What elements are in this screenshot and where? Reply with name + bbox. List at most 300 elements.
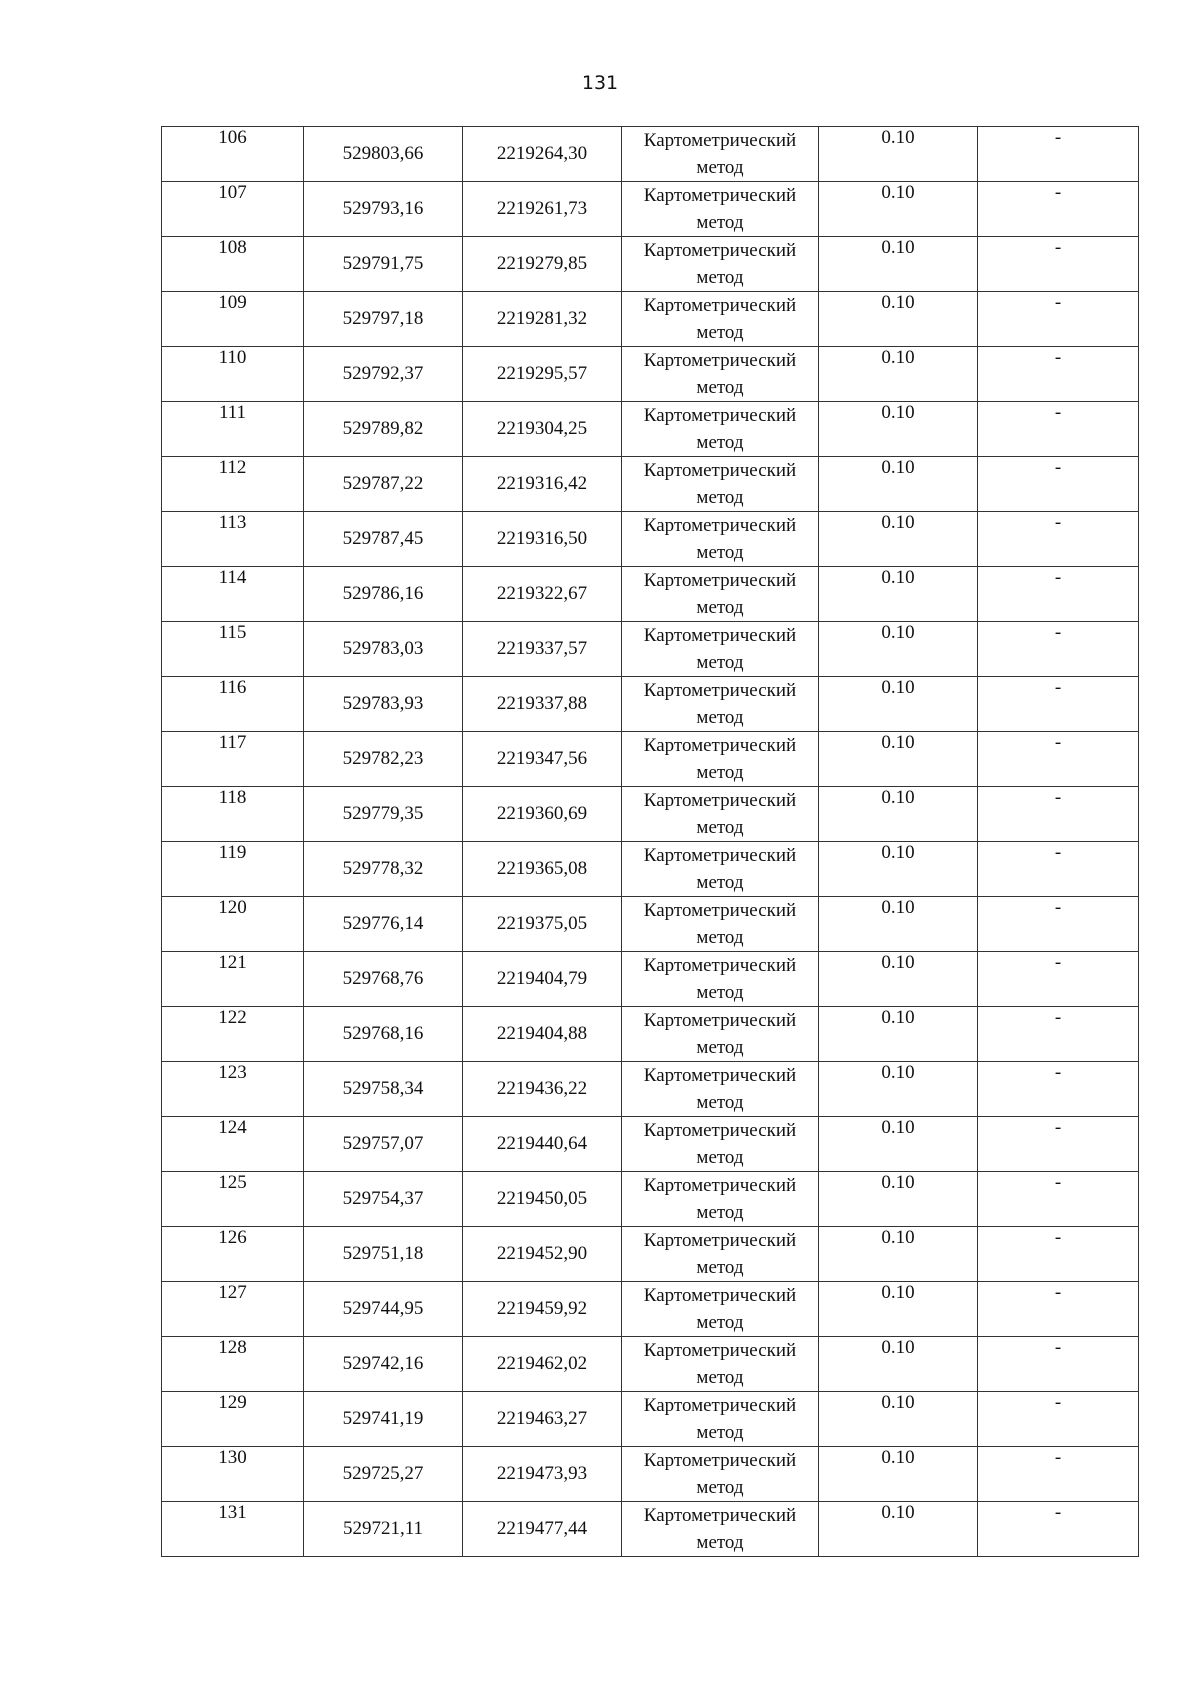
method-line-1: Картометрический xyxy=(643,680,797,701)
method-line-2: метод xyxy=(696,872,744,893)
x-coordinate-cell xyxy=(304,732,463,787)
accuracy-value: 0.10 xyxy=(881,237,915,258)
point-number: 127 xyxy=(218,1282,247,1303)
accuracy-value: 0.10 xyxy=(881,1172,915,1193)
x-coordinate-cell xyxy=(304,1172,463,1227)
method-line-1: Картометрический xyxy=(643,350,797,371)
point-number: 130 xyxy=(218,1447,247,1468)
table-row xyxy=(162,1007,1139,1062)
point-number-cell xyxy=(162,237,304,292)
table-row xyxy=(162,952,1139,1007)
point-number: 106 xyxy=(218,127,247,148)
y-coordinate: 2219360,69 xyxy=(496,803,588,824)
accuracy-value: 0.10 xyxy=(881,1447,915,1468)
method-cell xyxy=(622,567,819,622)
method-line-2: метод xyxy=(696,157,744,178)
method-line-1: Картометрический xyxy=(643,1505,797,1526)
note-value: - xyxy=(1054,1337,1062,1358)
y-coordinate-cell xyxy=(463,952,622,1007)
accuracy-value: 0.10 xyxy=(881,1117,915,1138)
note-value: - xyxy=(1054,237,1062,258)
note-cell xyxy=(978,677,1139,732)
accuracy-cell xyxy=(819,787,978,842)
y-coordinate: 2219404,79 xyxy=(496,968,588,989)
y-coordinate-cell xyxy=(463,1502,622,1557)
y-coordinate-cell xyxy=(463,237,622,292)
y-coordinate-cell xyxy=(463,1392,622,1447)
accuracy-value: 0.10 xyxy=(881,1502,915,1523)
point-number-cell xyxy=(162,567,304,622)
method-line-2: метод xyxy=(696,597,744,618)
method-line-1: Картометрический xyxy=(643,900,797,921)
table-row xyxy=(162,677,1139,732)
x-coordinate-cell xyxy=(304,347,463,402)
x-coordinate: 529776,14 xyxy=(342,913,424,934)
accuracy-value: 0.10 xyxy=(881,512,915,533)
x-coordinate: 529787,22 xyxy=(342,473,424,494)
coordinates-table xyxy=(161,126,1139,1557)
accuracy-value: 0.10 xyxy=(881,457,915,478)
method-line-1: Картометрический xyxy=(643,460,797,481)
x-coordinate-cell xyxy=(304,1227,463,1282)
note-cell xyxy=(978,457,1139,512)
table-row xyxy=(162,1227,1139,1282)
y-coordinate-cell xyxy=(463,732,622,787)
x-coordinate: 529783,03 xyxy=(342,638,424,659)
accuracy-cell xyxy=(819,1172,978,1227)
y-coordinate: 2219440,64 xyxy=(496,1133,588,1154)
x-coordinate: 529787,45 xyxy=(342,528,424,549)
method-line-2: метод xyxy=(696,267,744,288)
note-value: - xyxy=(1054,402,1062,423)
method-line-1: Картометрический xyxy=(643,1120,797,1141)
method-line-1: Картометрический xyxy=(643,515,797,536)
x-coordinate-cell xyxy=(304,787,463,842)
x-coordinate: 529778,32 xyxy=(342,858,424,879)
table-row xyxy=(162,842,1139,897)
method-cell xyxy=(622,897,819,952)
note-cell xyxy=(978,732,1139,787)
point-number-cell xyxy=(162,622,304,677)
y-coordinate-cell xyxy=(463,402,622,457)
accuracy-cell xyxy=(819,897,978,952)
method-cell xyxy=(622,677,819,732)
y-coordinate-cell xyxy=(463,1282,622,1337)
table-row xyxy=(162,457,1139,512)
y-coordinate-cell xyxy=(463,1062,622,1117)
y-coordinate: 2219337,88 xyxy=(496,693,588,714)
point-number-cell xyxy=(162,457,304,512)
accuracy-cell xyxy=(819,677,978,732)
method-line-1: Картометрический xyxy=(643,1065,797,1086)
y-coordinate: 2219347,56 xyxy=(496,748,588,769)
point-number-cell xyxy=(162,512,304,567)
method-cell xyxy=(622,1007,819,1062)
note-cell xyxy=(978,842,1139,897)
x-coordinate-cell xyxy=(304,1117,463,1172)
table-row xyxy=(162,567,1139,622)
accuracy-value: 0.10 xyxy=(881,952,915,973)
method-line-2: метод xyxy=(696,1202,744,1223)
accuracy-cell xyxy=(819,292,978,347)
method-cell xyxy=(622,952,819,1007)
point-number-cell xyxy=(162,292,304,347)
y-coordinate-cell xyxy=(463,1007,622,1062)
y-coordinate: 2219452,90 xyxy=(496,1243,588,1264)
y-coordinate: 2219477,44 xyxy=(496,1518,588,1539)
table-row xyxy=(162,1447,1139,1502)
method-line-1: Картометрический xyxy=(643,1285,797,1306)
accuracy-value: 0.10 xyxy=(881,842,915,863)
point-number-cell xyxy=(162,402,304,457)
method-cell xyxy=(622,1392,819,1447)
y-coordinate: 2219261,73 xyxy=(496,198,588,219)
accuracy-cell xyxy=(819,1062,978,1117)
x-coordinate: 529758,34 xyxy=(342,1078,424,1099)
point-number-cell xyxy=(162,842,304,897)
point-number: 113 xyxy=(218,512,247,533)
note-cell xyxy=(978,182,1139,237)
table-row xyxy=(162,512,1139,567)
accuracy-cell xyxy=(819,127,978,182)
point-number: 109 xyxy=(218,292,247,313)
method-cell xyxy=(622,512,819,567)
y-coordinate-cell xyxy=(463,897,622,952)
x-coordinate: 529779,35 xyxy=(342,803,424,824)
method-line-2: метод xyxy=(696,212,744,233)
note-value: - xyxy=(1054,512,1062,533)
accuracy-cell xyxy=(819,952,978,1007)
note-value: - xyxy=(1054,952,1062,973)
table-row xyxy=(162,1172,1139,1227)
y-coordinate: 2219365,08 xyxy=(496,858,588,879)
x-coordinate-cell xyxy=(304,127,463,182)
method-line-1: Картометрический xyxy=(643,1395,797,1416)
x-coordinate-cell xyxy=(304,1447,463,1502)
y-coordinate-cell xyxy=(463,347,622,402)
y-coordinate: 2219462,02 xyxy=(496,1353,588,1374)
point-number-cell xyxy=(162,182,304,237)
note-value: - xyxy=(1054,1172,1062,1193)
method-line-1: Картометрический xyxy=(643,240,797,261)
accuracy-value: 0.10 xyxy=(881,732,915,753)
method-line-2: метод xyxy=(696,487,744,508)
y-coordinate: 2219436,22 xyxy=(496,1078,588,1099)
accuracy-cell xyxy=(819,402,978,457)
x-coordinate: 529741,19 xyxy=(342,1408,424,1429)
point-number-cell xyxy=(162,1117,304,1172)
method-line-2: метод xyxy=(696,1477,744,1498)
table-row xyxy=(162,897,1139,952)
x-coordinate: 529725,27 xyxy=(342,1463,424,1484)
note-value: - xyxy=(1054,567,1062,588)
y-coordinate-cell xyxy=(463,127,622,182)
note-value: - xyxy=(1054,622,1062,643)
accuracy-value: 0.10 xyxy=(881,567,915,588)
method-cell xyxy=(622,402,819,457)
accuracy-cell xyxy=(819,347,978,402)
accuracy-value: 0.10 xyxy=(881,1282,915,1303)
method-line-1: Картометрический xyxy=(643,1230,797,1251)
note-cell xyxy=(978,622,1139,677)
x-coordinate: 529791,75 xyxy=(342,253,424,274)
accuracy-value: 0.10 xyxy=(881,622,915,643)
note-cell xyxy=(978,1337,1139,1392)
accuracy-cell xyxy=(819,457,978,512)
point-number: 108 xyxy=(218,237,247,258)
y-coordinate-cell xyxy=(463,1117,622,1172)
x-coordinate: 529782,23 xyxy=(342,748,424,769)
method-line-2: метод xyxy=(696,322,744,343)
note-cell xyxy=(978,1062,1139,1117)
point-number-cell xyxy=(162,1337,304,1392)
point-number-cell xyxy=(162,1282,304,1337)
x-coordinate: 529789,82 xyxy=(342,418,424,439)
accuracy-cell xyxy=(819,1502,978,1557)
method-cell xyxy=(622,1062,819,1117)
point-number: 117 xyxy=(218,732,247,753)
y-coordinate-cell xyxy=(463,182,622,237)
note-cell xyxy=(978,1007,1139,1062)
method-line-2: метод xyxy=(696,1367,744,1388)
method-cell xyxy=(622,292,819,347)
x-coordinate: 529768,16 xyxy=(342,1023,424,1044)
method-line-2: метод xyxy=(696,982,744,1003)
accuracy-cell xyxy=(819,1282,978,1337)
note-value: - xyxy=(1054,1227,1062,1248)
method-cell xyxy=(622,1502,819,1557)
method-cell xyxy=(622,842,819,897)
point-number: 128 xyxy=(218,1337,247,1358)
method-line-1: Картометрический xyxy=(643,1450,797,1471)
x-coordinate: 529803,66 xyxy=(342,143,424,164)
accuracy-value: 0.10 xyxy=(881,1227,915,1248)
note-value: - xyxy=(1054,457,1062,478)
table-row xyxy=(162,1392,1139,1447)
note-cell xyxy=(978,1502,1139,1557)
method-cell xyxy=(622,787,819,842)
y-coordinate-cell xyxy=(463,1227,622,1282)
table-body xyxy=(162,127,1139,1557)
point-number-cell xyxy=(162,1502,304,1557)
y-coordinate-cell xyxy=(463,787,622,842)
table-row xyxy=(162,1282,1139,1337)
method-line-2: метод xyxy=(696,707,744,728)
method-cell xyxy=(622,622,819,677)
note-value: - xyxy=(1054,1117,1062,1138)
point-number-cell xyxy=(162,1007,304,1062)
method-line-2: метод xyxy=(696,1257,744,1278)
point-number-cell xyxy=(162,1392,304,1447)
note-cell xyxy=(978,952,1139,1007)
x-coordinate: 529721,11 xyxy=(342,1518,424,1539)
point-number: 125 xyxy=(218,1172,247,1193)
y-coordinate-cell xyxy=(463,567,622,622)
y-coordinate: 2219264,30 xyxy=(496,143,588,164)
note-value: - xyxy=(1054,1447,1062,1468)
table-row xyxy=(162,1337,1139,1392)
table-row xyxy=(162,237,1139,292)
y-coordinate-cell xyxy=(463,842,622,897)
method-line-2: метод xyxy=(696,432,744,453)
point-number-cell xyxy=(162,127,304,182)
point-number: 116 xyxy=(218,677,247,698)
y-coordinate-cell xyxy=(463,677,622,732)
table-row xyxy=(162,1062,1139,1117)
y-coordinate: 2219450,05 xyxy=(496,1188,588,1209)
point-number: 123 xyxy=(218,1062,247,1083)
note-cell xyxy=(978,897,1139,952)
accuracy-value: 0.10 xyxy=(881,1337,915,1358)
method-line-2: метод xyxy=(696,1037,744,1058)
accuracy-cell xyxy=(819,1447,978,1502)
note-value: - xyxy=(1054,347,1062,368)
method-cell xyxy=(622,237,819,292)
table-row xyxy=(162,402,1139,457)
method-cell xyxy=(622,457,819,512)
page-number: 131 xyxy=(581,72,619,94)
y-coordinate-cell xyxy=(463,1172,622,1227)
y-coordinate-cell xyxy=(463,457,622,512)
point-number: 107 xyxy=(218,182,247,203)
x-coordinate: 529751,18 xyxy=(342,1243,424,1264)
note-cell xyxy=(978,567,1139,622)
point-number-cell xyxy=(162,1062,304,1117)
method-line-2: метод xyxy=(696,927,744,948)
method-line-1: Картометрический xyxy=(643,1010,797,1031)
x-coordinate: 529744,95 xyxy=(342,1298,424,1319)
note-cell xyxy=(978,1282,1139,1337)
method-line-2: метод xyxy=(696,377,744,398)
accuracy-cell xyxy=(819,512,978,567)
note-value: - xyxy=(1054,787,1062,808)
method-cell xyxy=(622,1227,819,1282)
x-coordinate: 529793,16 xyxy=(342,198,424,219)
point-number: 120 xyxy=(218,897,247,918)
accuracy-cell xyxy=(819,1117,978,1172)
x-coordinate-cell xyxy=(304,1502,463,1557)
y-coordinate: 2219316,50 xyxy=(496,528,588,549)
table-row xyxy=(162,732,1139,787)
accuracy-value: 0.10 xyxy=(881,897,915,918)
x-coordinate: 529792,37 xyxy=(342,363,424,384)
y-coordinate-cell xyxy=(463,622,622,677)
accuracy-cell xyxy=(819,182,978,237)
x-coordinate: 529786,16 xyxy=(342,583,424,604)
point-number: 129 xyxy=(218,1392,247,1413)
table-row xyxy=(162,182,1139,237)
y-coordinate: 2219316,42 xyxy=(496,473,588,494)
method-line-2: метод xyxy=(696,1092,744,1113)
accuracy-cell xyxy=(819,842,978,897)
point-number: 114 xyxy=(218,567,247,588)
note-cell xyxy=(978,1392,1139,1447)
y-coordinate: 2219304,25 xyxy=(496,418,588,439)
x-coordinate-cell xyxy=(304,897,463,952)
accuracy-value: 0.10 xyxy=(881,1062,915,1083)
y-coordinate: 2219322,67 xyxy=(496,583,588,604)
y-coordinate: 2219337,57 xyxy=(496,638,588,659)
y-coordinate: 2219279,85 xyxy=(496,253,588,274)
accuracy-cell xyxy=(819,1392,978,1447)
note-value: - xyxy=(1054,182,1062,203)
table-row xyxy=(162,127,1139,182)
x-coordinate: 529783,93 xyxy=(342,693,424,714)
method-line-2: метод xyxy=(696,1422,744,1443)
note-cell xyxy=(978,402,1139,457)
y-coordinate: 2219375,05 xyxy=(496,913,588,934)
note-cell xyxy=(978,1172,1139,1227)
x-coordinate-cell xyxy=(304,512,463,567)
note-cell xyxy=(978,237,1139,292)
note-value: - xyxy=(1054,1392,1062,1413)
x-coordinate: 529754,37 xyxy=(342,1188,424,1209)
method-line-1: Картометрический xyxy=(643,1175,797,1196)
accuracy-cell xyxy=(819,567,978,622)
y-coordinate: 2219281,32 xyxy=(496,308,588,329)
table-row xyxy=(162,1502,1139,1557)
point-number: 126 xyxy=(218,1227,247,1248)
point-number-cell xyxy=(162,1447,304,1502)
x-coordinate-cell xyxy=(304,182,463,237)
method-line-1: Картометрический xyxy=(643,845,797,866)
method-line-1: Картометрический xyxy=(643,1340,797,1361)
method-cell xyxy=(622,127,819,182)
point-number-cell xyxy=(162,1172,304,1227)
x-coordinate-cell xyxy=(304,567,463,622)
method-cell xyxy=(622,1282,819,1337)
y-coordinate: 2219459,92 xyxy=(496,1298,588,1319)
method-line-1: Картометрический xyxy=(643,295,797,316)
note-value: - xyxy=(1054,1007,1062,1028)
method-line-1: Картометрический xyxy=(643,130,797,151)
method-line-2: метод xyxy=(696,1312,744,1333)
note-value: - xyxy=(1054,677,1062,698)
note-cell xyxy=(978,512,1139,567)
x-coordinate-cell xyxy=(304,1392,463,1447)
table-row xyxy=(162,622,1139,677)
accuracy-cell xyxy=(819,732,978,787)
note-cell xyxy=(978,347,1139,402)
accuracy-value: 0.10 xyxy=(881,1392,915,1413)
point-number: 131 xyxy=(218,1502,247,1523)
x-coordinate-cell xyxy=(304,457,463,512)
method-line-1: Картометрический xyxy=(643,735,797,756)
table-row xyxy=(162,787,1139,842)
y-coordinate: 2219295,57 xyxy=(496,363,588,384)
note-cell xyxy=(978,787,1139,842)
accuracy-value: 0.10 xyxy=(881,182,915,203)
point-number-cell xyxy=(162,1227,304,1282)
y-coordinate-cell xyxy=(463,512,622,567)
y-coordinate: 2219463,27 xyxy=(496,1408,588,1429)
point-number: 119 xyxy=(218,842,247,863)
accuracy-cell xyxy=(819,1337,978,1392)
accuracy-value: 0.10 xyxy=(881,292,915,313)
y-coordinate-cell xyxy=(463,1337,622,1392)
table-row xyxy=(162,1117,1139,1172)
accuracy-cell xyxy=(819,1007,978,1062)
method-cell xyxy=(622,182,819,237)
method-line-2: метод xyxy=(696,817,744,838)
y-coordinate-cell xyxy=(463,1447,622,1502)
accuracy-value: 0.10 xyxy=(881,127,915,148)
note-cell xyxy=(978,127,1139,182)
point-number-cell xyxy=(162,787,304,842)
x-coordinate-cell xyxy=(304,1062,463,1117)
x-coordinate-cell xyxy=(304,402,463,457)
x-coordinate-cell xyxy=(304,292,463,347)
